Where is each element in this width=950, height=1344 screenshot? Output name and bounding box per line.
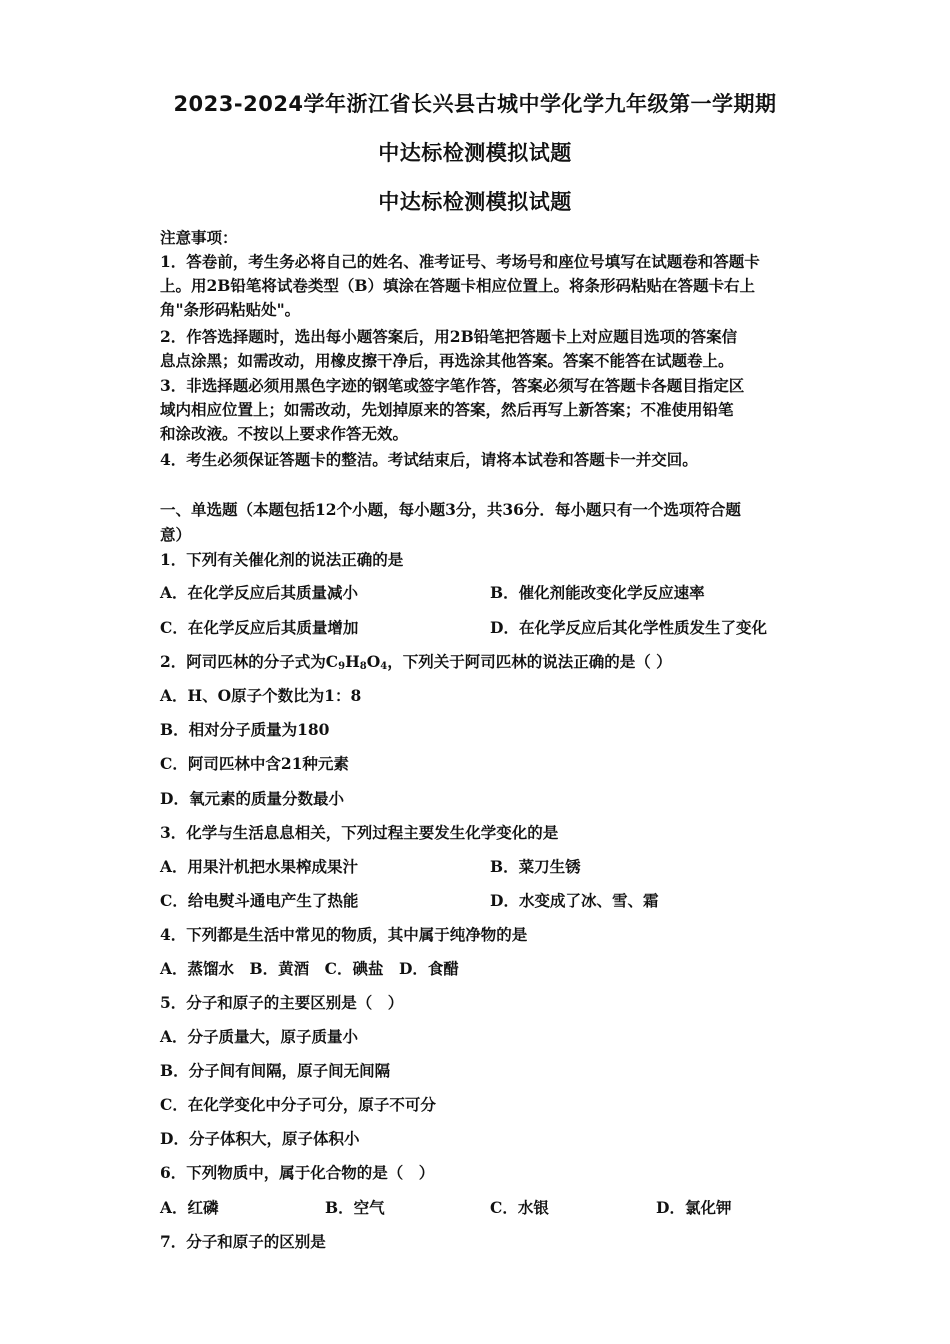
notice-line: 2．作答选择题时，选出每小题答案后，用2B铅笔把答题卡上对应题目选项的答案信: [160, 327, 738, 346]
question-3-option-c: C．给电熨斗通电产生了热能: [160, 891, 359, 910]
notice-heading: 注意事项：: [160, 228, 238, 247]
question-5-option-a: A．分子质量大，原子质量小: [160, 1027, 359, 1046]
notice-line: 角"条形码粘贴处"。: [160, 300, 301, 319]
question-6-option-c: C．水银: [490, 1198, 549, 1217]
question-2-option-c: C．阿司匹林中含21种元素: [160, 754, 349, 773]
question-4-options: A．蒸馏水 B．黄酒 C．碘盐 D．食醋: [160, 959, 459, 978]
question-1-option-d: D．在化学反应后其化学性质发生了变化: [490, 618, 767, 637]
formula-element: O: [366, 652, 381, 671]
formula-subscript: 9: [338, 661, 346, 672]
question-5-stem: 5．分子和原子的主要区别是（ ）: [160, 993, 404, 1012]
question-2-option-d: D．氧元素的质量分数最小: [160, 789, 344, 808]
question-2-stem-pre: 2．阿司匹林的分子式为C: [160, 652, 339, 671]
question-7-stem: 7．分子和原子的区别是: [160, 1232, 326, 1251]
question-2-option-a: A．H、O原子个数比为1：8: [160, 686, 362, 705]
notice-line: 1．答卷前，考生务必将自己的姓名、准考证号、考场号和座位号填写在试题卷和答题卡: [160, 252, 760, 271]
question-5-option-d: D．分子体积大，原子体积小: [160, 1129, 360, 1148]
question-6-option-a: A．红磷: [160, 1198, 219, 1217]
exam-title-line-2: 中达标检测模拟试题: [378, 141, 572, 165]
question-1-stem: 1．下列有关催化剂的说法正确的是: [160, 550, 404, 569]
exam-title-line-3: 中达标检测模拟试题: [378, 190, 572, 214]
section-heading-cont: 意）: [160, 525, 192, 544]
question-4-stem: 4．下列都是生活中常见的物质，其中属于纯净物的是: [160, 925, 528, 944]
notice-line: 3．非选择题必须用黑色字迹的钢笔或签字笔作答，答案必须写在答题卡各题目指定区: [160, 376, 745, 395]
section-heading: 一、单选题（本题包括12个小题，每小题3分，共36分．每小题只有一个选项符合题: [160, 500, 741, 519]
question-3-option-d: D．水变成了冰、雪、霜: [490, 891, 659, 910]
question-3-option-a: A．用果汁机把水果榨成果汁: [160, 857, 359, 876]
question-1-option-c: C．在化学反应后其质量增加: [160, 618, 359, 637]
question-6-stem: 6．下列物质中，属于化合物的是（ ）: [160, 1163, 435, 1182]
formula-element: H: [345, 652, 360, 671]
question-6-option-b: B．空气: [325, 1198, 385, 1217]
question-5-option-b: B．分子间有间隔，原子间无间隔: [160, 1061, 391, 1080]
question-3-option-b: B．菜刀生锈: [490, 857, 581, 876]
notice-line: 上。用2B铅笔将试卷类型（B）填涂在答题卡相应位置上。将条形码粘贴在答题卡右上: [160, 276, 755, 295]
exam-title-line-1: 2023-2024学年浙江省长兴县古城中学化学九年级第一学期期: [173, 92, 777, 116]
question-5-option-c: C．在化学变化中分子可分，原子不可分: [160, 1095, 436, 1114]
formula-subscript: 8: [359, 661, 367, 672]
question-2-stem: [160, 650, 800, 679]
notice-line: 域内相应位置上；如需改动，先划掉原来的答案，然后再写上新答案；不准使用铅笔: [160, 400, 734, 419]
question-1-option-a: A．在化学反应后其质量减小: [160, 583, 359, 602]
notice-line: 息点涂黑；如需改动，用橡皮擦干净后，再选涂其他答案。答案不能答在试题卷上。: [160, 351, 734, 370]
formula-subscript: 4: [380, 661, 388, 672]
question-3-stem: 3．化学与生活息息相关，下列过程主要发生化学变化的是: [160, 823, 559, 842]
notice-line: 和涂改液。不按以上要求作答无效。: [160, 424, 409, 443]
question-2-stem-post: ，下列关于阿司匹林的说法正确的是（ ）: [387, 652, 672, 671]
question-6-option-d: D．氯化钾: [656, 1198, 732, 1217]
question-1-option-b: B．催化剂能改变化学反应速率: [490, 583, 705, 602]
question-2-option-b: B．相对分子质量为180: [160, 720, 330, 739]
notice-line: 4．考生必须保证答题卡的整洁。考试结束后，请将本试卷和答题卡一并交回。: [160, 450, 698, 469]
